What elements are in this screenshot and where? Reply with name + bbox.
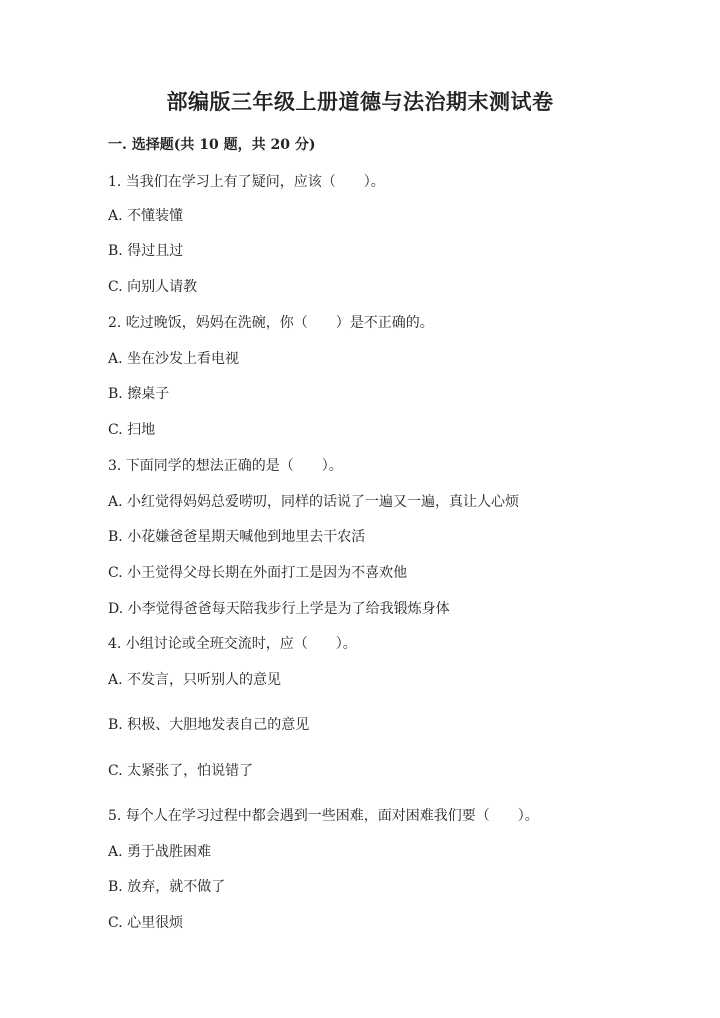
answer-option: A. 坐在沙发上看电视 [108, 351, 240, 367]
answer-option: A. 不发言，只听别人的意见 [108, 672, 282, 688]
answer-option: B. 积极、大胆地发表自己的意见 [108, 717, 310, 733]
answer-option: C. 向别人请教 [108, 279, 198, 295]
answer-option: C. 太紧张了，怕说错了 [108, 763, 254, 779]
answer-option: B. 小花嫌爸爸星期天喊他到地里去干农活 [108, 529, 366, 545]
question-stem: 4. 小组讨论或全班交流时，应（ ）。 [108, 636, 357, 652]
answer-option: B. 放弃，就不做了 [108, 879, 226, 895]
answer-option: A. 小红觉得妈妈总爱唠叨，同样的话说了一遍又一遍，真让人心烦 [108, 494, 520, 510]
question-stem: 3. 下面同学的想法正确的是（ ）。 [108, 458, 343, 474]
answer-option: C. 小王觉得父母长期在外面打工是因为不喜欢他 [108, 565, 408, 581]
section-heading: 一. 选择题(共 10 题，共 20 分) [108, 137, 316, 153]
answer-option: C. 扫地 [108, 422, 156, 438]
question-stem: 5. 每个人在学习过程中都会遇到一些困难，面对困难我们要（ ）。 [108, 808, 539, 824]
question-stem: 1. 当我们在学习上有了疑问，应该（ ）。 [108, 174, 385, 190]
answer-option: B. 得过且过 [108, 243, 184, 259]
answer-option: D. 小李觉得爸爸每天陪我步行上学是为了给我锻炼身体 [108, 601, 450, 617]
answer-option: A. 勇于战胜困难 [108, 844, 212, 860]
page-title: 部编版三年级上册道德与法治期末测试卷 [166, 89, 554, 114]
answer-option: A. 不懂装懂 [108, 208, 184, 224]
answer-option: B. 擦桌子 [108, 386, 170, 402]
question-stem: 2. 吃过晚饭，妈妈在洗碗，你（ ）是不正确的。 [108, 315, 434, 331]
answer-option: C. 心里很烦 [108, 915, 184, 931]
